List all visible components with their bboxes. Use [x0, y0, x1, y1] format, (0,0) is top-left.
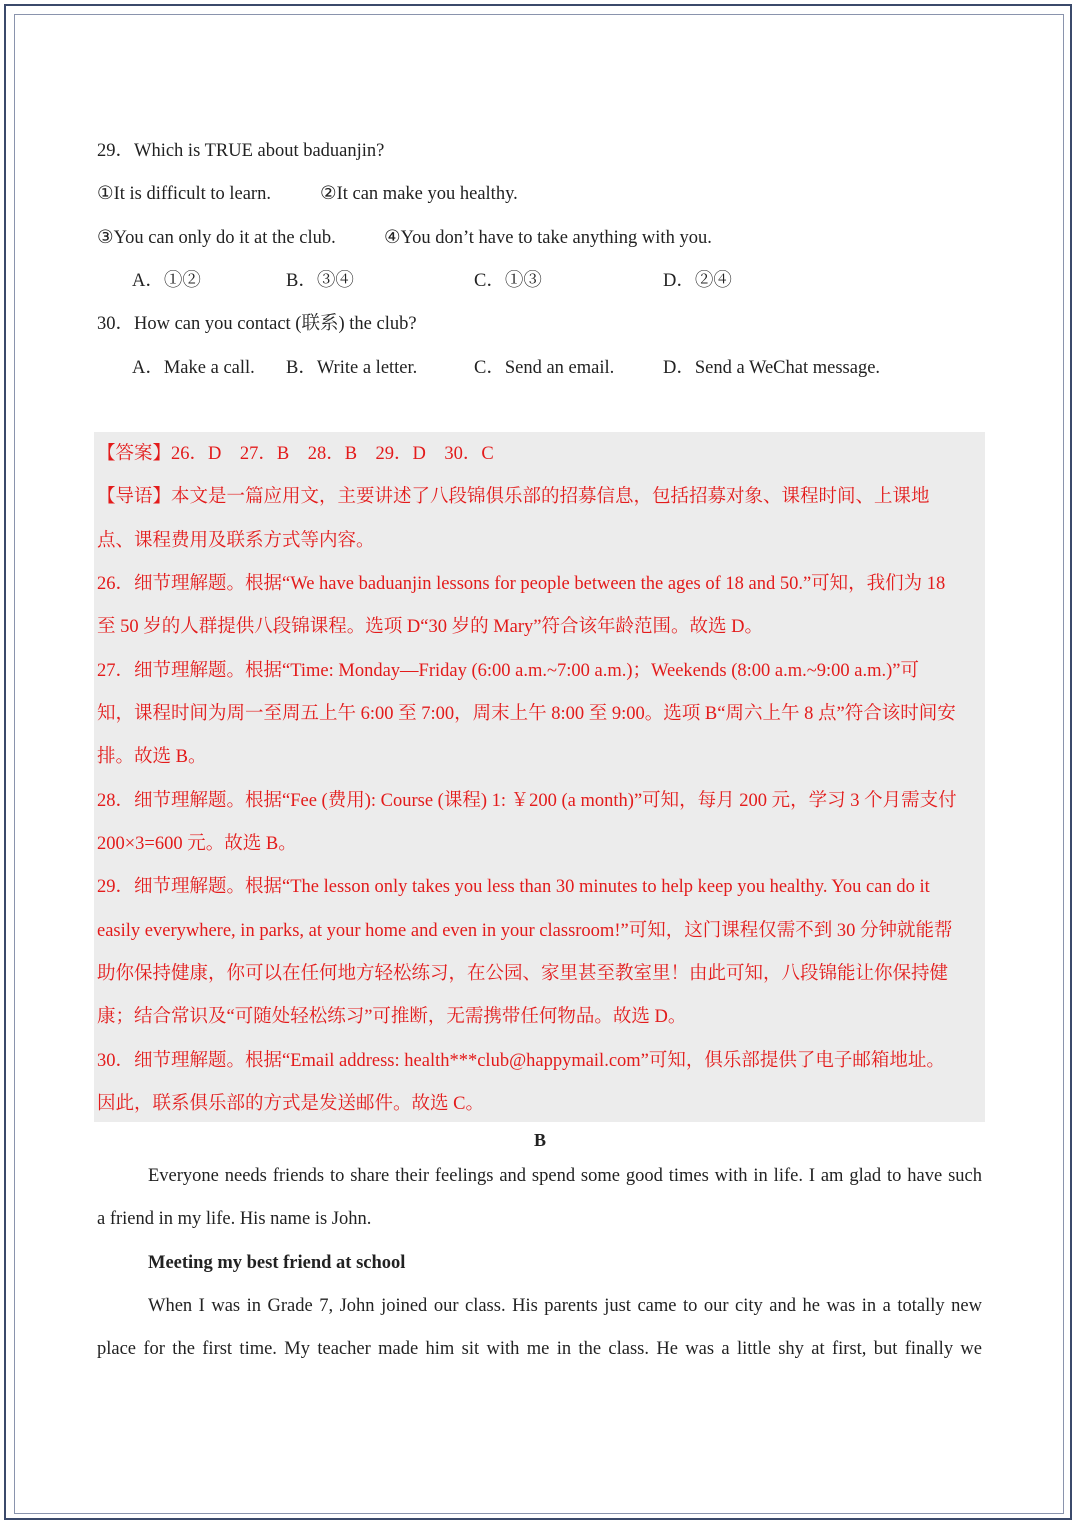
- explanation-line: 29．细节理解题。根据“The lesson only takes you less than 30 minutes to help keep you healthy. You can do it: [97, 877, 930, 897]
- passage-b-subheading: Meeting my best friend at school: [148, 1253, 406, 1273]
- q29-option-d[interactable]: D．②④: [663, 271, 732, 291]
- explanation-line: 助你保持健康，你可以在任何地方轻松练习，在公园、家里甚至教室里！由此可知，八段锦能让你保持健: [97, 964, 949, 984]
- section-heading-b: B: [533, 1130, 546, 1150]
- explanation-line: 点、课程费用及联系方式等内容。: [97, 531, 375, 551]
- explanation-line: 因此，联系俱乐部的方式是发送邮件。故选 C。: [97, 1094, 484, 1114]
- explanation-line: 200×3=600 元。故选 B。: [97, 834, 297, 854]
- explanation-line: 康；结合常识及“可随处轻松练习”可推断，无需携带任何物品。故选 D。: [97, 1007, 687, 1027]
- passage-b-intro-line: Everyone needs friends to share their feelings and spend some good times with in life. I am glad to have such: [148, 1166, 982, 1186]
- question-30-stem: 30．How can you contact (联系) the club?: [97, 314, 417, 334]
- passage-b-body-line: place for the first time. My teacher made him sit with me in the class. He was a little shy at first, but finally we: [97, 1339, 982, 1359]
- passage-b-intro-line: a friend in my life. His name is John.: [97, 1209, 372, 1229]
- q30-option-c[interactable]: C．Send an email.: [474, 358, 615, 378]
- explanation-line: 排。故选 B。: [97, 747, 207, 767]
- explanation-line: 知，课程时间为周一至周五上午 6:00 至 7:00，周末上午 8:00 至 9:00。选项 B“周六上午 8 点”符合该时间安: [97, 704, 956, 724]
- answer-key: 【答案】26．D 27．B 28．B 29．D 30．C: [97, 444, 494, 464]
- explanation-line: 26．细节理解题。根据“We have baduanjin lessons for people between the ages of 18 and 50.”可知，我们为 18: [97, 574, 946, 594]
- q29-statement-1: ①It is difficult to learn.: [97, 184, 271, 204]
- q29-statement-2: ②It can make you healthy.: [320, 184, 518, 204]
- q29-option-b[interactable]: B．③④: [286, 271, 354, 291]
- q29-statement-3: ③You can only do it at the club.: [97, 228, 336, 248]
- q30-option-d[interactable]: D．Send a WeChat message.: [663, 358, 881, 378]
- q29-option-c[interactable]: C．①③: [474, 271, 542, 291]
- explanation-line: 至 50 岁的人群提供八段锦课程。选项 D“30 岁的 Mary”符合该年龄范围。故选 D。: [97, 617, 763, 637]
- question-29-stem: 29．Which is TRUE about baduanjin?: [97, 141, 385, 161]
- explanation-line: 30．细节理解题。根据“Email address: health***club@happymail.com”可知，俱乐部提供了电子邮箱地址。: [97, 1051, 945, 1071]
- explanation-line: 27．细节理解题。根据“Time: Monday—Friday (6:00 a.m.~7:00 a.m.)；Weekends (8:00 a.m.~9:00 a.m.)”可: [97, 661, 919, 681]
- explanation-line: 28．细节理解题。根据“Fee (费用): Course (课程) 1: ￥200 (a month)”可知，每月 200 元，学习 3 个月需支付: [97, 791, 957, 811]
- q30-option-b[interactable]: B．Write a letter.: [286, 358, 418, 378]
- q29-option-a[interactable]: A．①②: [132, 271, 201, 291]
- q29-statement-4: ④You don’t have to take anything with you.: [384, 228, 712, 248]
- explanation-line: easily everywhere, in parks, at your home and even in your classroom!”可知，这门课程仅需不到 30 分钟就能帮: [97, 921, 953, 941]
- q30-option-a[interactable]: A．Make a call.: [132, 358, 255, 378]
- explanation-line: 【导语】本文是一篇应用文，主要讲述了八段锦俱乐部的招募信息，包括招募对象、课程时间、上课地: [97, 487, 930, 507]
- passage-b-body-line: When I was in Grade 7, John joined our class. His parents just came to our city and he was in a totally new: [148, 1296, 982, 1316]
